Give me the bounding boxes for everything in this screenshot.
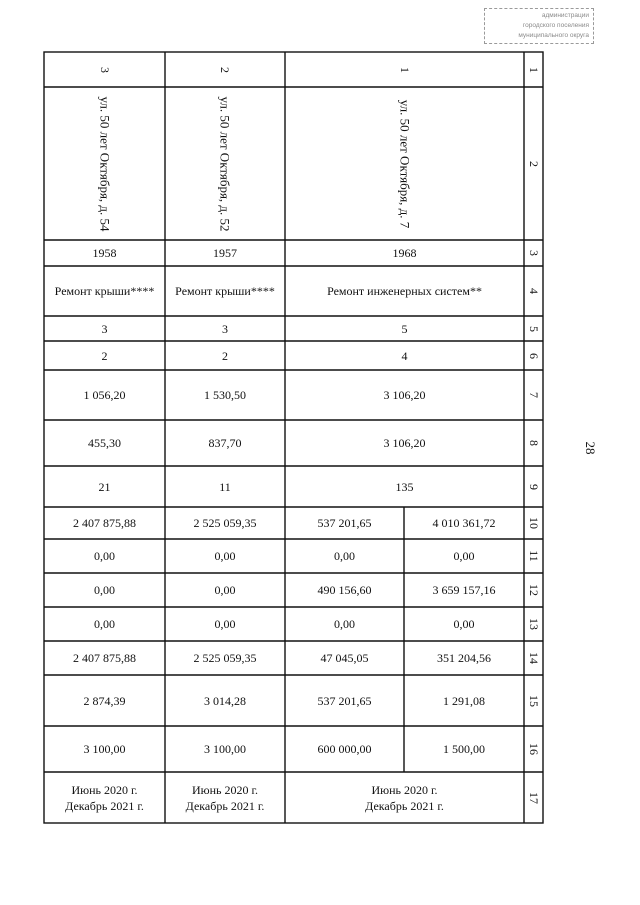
table-cell: 0,00 [214,549,236,563]
table-cell [285,87,524,240]
row-number [524,420,543,466]
table-cell: 2 525 059,35 [193,516,257,530]
row-number [524,370,543,420]
table-cell: 11 [219,479,231,494]
row-number [524,607,543,641]
table-cell: 21 [98,479,111,494]
table-cell: 135 [395,479,414,494]
table-cell: 2 [101,348,108,363]
table-cell: 4 [401,348,408,363]
row-number-text: 11 [526,550,541,562]
row-number [524,341,543,370]
table-cell: 3 014,28 [204,693,246,708]
row-number [524,266,543,316]
row-number-text: 10 [526,517,541,529]
row-number-text: 12 [526,584,541,596]
table-cell: 3 [101,321,108,336]
row-number [524,466,543,507]
table-cell: 490 156,60 [317,583,372,597]
table-cell [165,52,285,87]
table-cell: 3 106,20 [383,388,426,402]
row-number-text: 14 [526,652,541,664]
cell-text: ул. 50 лет Октября, д. 7 [397,99,413,228]
row-number-text: 13 [526,618,541,630]
table-cell [44,87,165,240]
cell-text: ул. 50 лет Октября, д. 54 [97,95,113,232]
row-number-text: 5 [526,325,541,332]
row-number-text: 8 [526,440,541,446]
row-number [524,573,543,607]
table-cell: 3 100,00 [204,742,246,756]
table-cell: 1958 [92,246,117,260]
stamp-line: городского поселения [522,22,589,29]
table-cell: 837,70 [208,436,242,450]
table-cell [44,52,165,87]
table-cell: 537 201,65 [317,693,372,708]
table-cell: 3 659 157,16 [432,583,496,597]
table-cell: 3 106,20 [383,436,426,450]
row-number-text: 17 [526,791,541,804]
row-number [524,240,543,266]
table-cell: 0,00 [453,549,475,563]
table-cell: 2 [222,348,228,363]
row-number [524,539,543,573]
table-cell [44,772,165,823]
row-number-text: 16 [526,743,541,755]
row-number-text: 1 [526,66,541,73]
table-cell: Ремонт крыши**** [175,284,275,298]
row-number [524,772,543,823]
row-number-text: 3 [526,250,541,256]
table-cell: 0,00 [453,617,475,631]
table-cell: 3 [222,321,228,336]
cell-text: 3 [97,66,112,73]
cell-text: ул. 50 лет Октября, д. 52 [218,95,233,232]
table-cell: 1 291,08 [443,693,485,708]
table-cell [165,772,285,823]
table-cell: 1957 [213,246,237,260]
table-cell: 351 204,56 [437,651,491,665]
table-cell: 0,00 [94,583,115,597]
table-cell: 0,00 [94,617,115,631]
row-number [524,641,543,675]
table-cell: 0,00 [334,617,355,631]
table-cell: 3 100,00 [83,742,126,756]
table-cell: 2 407 875,88 [73,516,136,530]
table-cell: 0,00 [214,583,236,597]
cell-text: 2 [218,66,232,73]
row-number-text: 7 [526,392,541,398]
row-number [524,52,543,87]
row-number [524,726,543,772]
table-cell: 2 874,39 [83,693,126,708]
row-number-text: 2 [526,160,541,167]
row-number-text: 15 [526,694,541,707]
table-cell: 537 201,65 [317,516,372,530]
table-cell: 0,00 [334,549,355,563]
table-cell: 0,00 [214,617,236,631]
table-cell [285,52,524,87]
stamp-line: муниципального округа [518,32,589,39]
cell-text: Июнь 2020 г. Декабрь 2021 г. [365,782,444,813]
table-cell: 2 525 059,35 [193,651,257,665]
table-cell: 4 010 361,72 [432,516,496,530]
row-number-text: 4 [526,288,541,294]
table-cell: 0,00 [94,549,115,563]
row-number-text: 6 [526,352,541,359]
cell-text: Июнь 2020 г. Декабрь 2021 г. [65,782,144,813]
table-cell: Ремонт крыши**** [54,284,155,298]
table-cell: 1968 [392,246,417,260]
table-cell: 1 500,00 [443,742,485,756]
row-number [524,675,543,726]
cell-text: 1 [397,66,412,73]
table-cell: 455,30 [88,436,121,450]
table-cell: 600 000,00 [317,742,372,756]
table-cell: 47 045,05 [320,651,369,665]
table-cell: 5 [401,321,408,336]
row-number [524,316,543,341]
row-number [524,87,543,240]
page-number: 28 [583,441,598,455]
table-cell: Ремонт инженерных систем** [327,284,482,298]
stamp-line: администрации [541,12,589,19]
table-cell [285,772,524,823]
row-number [524,507,543,539]
table-cell: 2 407 875,88 [73,651,136,665]
table-cell: 1 056,20 [83,388,126,402]
table-cell: 1 530,50 [204,388,246,402]
row-number-text: 9 [526,483,541,490]
table-cell [165,87,285,240]
cell-text: Июнь 2020 г. Декабрь 2021 г. [185,782,265,813]
